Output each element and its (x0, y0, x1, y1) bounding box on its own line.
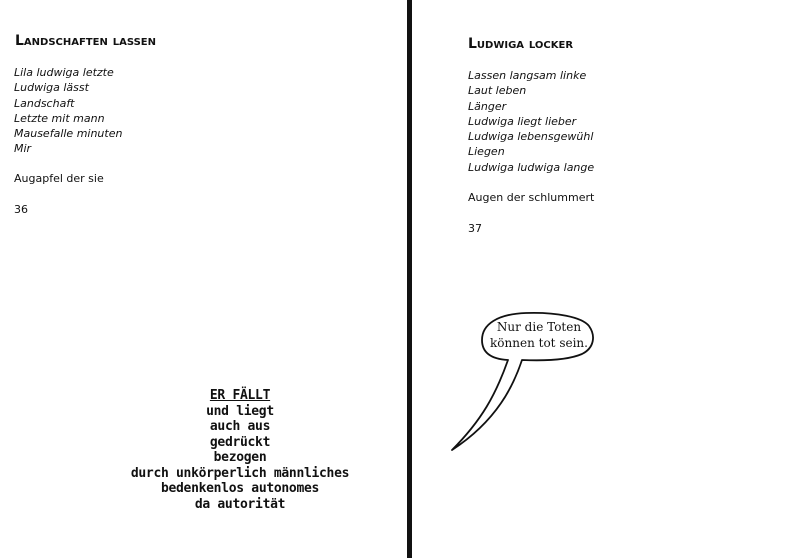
handwritten-title: ER FÄLLT (209, 388, 271, 403)
left-poem-verse (14, 65, 122, 157)
handwritten-line: durch unkörperlich männliches (130, 465, 350, 481)
handwritten-line: und liegt (206, 403, 274, 419)
verse-line: Letzte mit mann (14, 111, 105, 125)
verse-line: Ludwiga ludwiga lange (468, 160, 595, 174)
verse-line: Liegen (468, 145, 505, 159)
left-page-number: 36 (14, 203, 28, 216)
handwritten-line: bezogen (213, 450, 267, 465)
handwritten-poem (100, 388, 380, 512)
speech-bubble-text (487, 319, 591, 351)
right-poem-title: Ludwiga locker (468, 36, 574, 52)
bubble-line: können tot sein. (490, 336, 588, 350)
verse-line: Ludwiga lebensgewühl (468, 130, 594, 144)
handwritten-line: da autorität (194, 496, 286, 512)
left-poem-closing: Augapfel der sie (14, 172, 104, 185)
verse-line: Mausefalle minuten (14, 127, 123, 141)
handwritten-line: auch aus (209, 419, 271, 434)
verse-line: Mir (14, 142, 32, 156)
bubble-line: Nur die Toten (496, 320, 582, 334)
right-poem-closing: Augen der schlummert (468, 191, 595, 204)
verse-line: Laut leben (468, 84, 527, 98)
right-poem-verse (468, 68, 594, 175)
verse-line: Landschaft (14, 96, 75, 110)
verse-line: Lassen langsam linke (468, 69, 587, 82)
left-poem-title: Landschaften lassen (15, 33, 156, 49)
handwritten-line: gedrückt (209, 434, 271, 450)
handwritten-line: bedenkenlos autonomes (160, 481, 320, 496)
right-page-number: 37 (468, 222, 482, 235)
verse-line: Ludwiga lässt (14, 81, 89, 95)
verse-line: Lila ludwiga letzte (14, 66, 114, 79)
verse-line: Länger (468, 99, 507, 113)
verse-line: Ludwiga liegt lieber (468, 114, 577, 128)
